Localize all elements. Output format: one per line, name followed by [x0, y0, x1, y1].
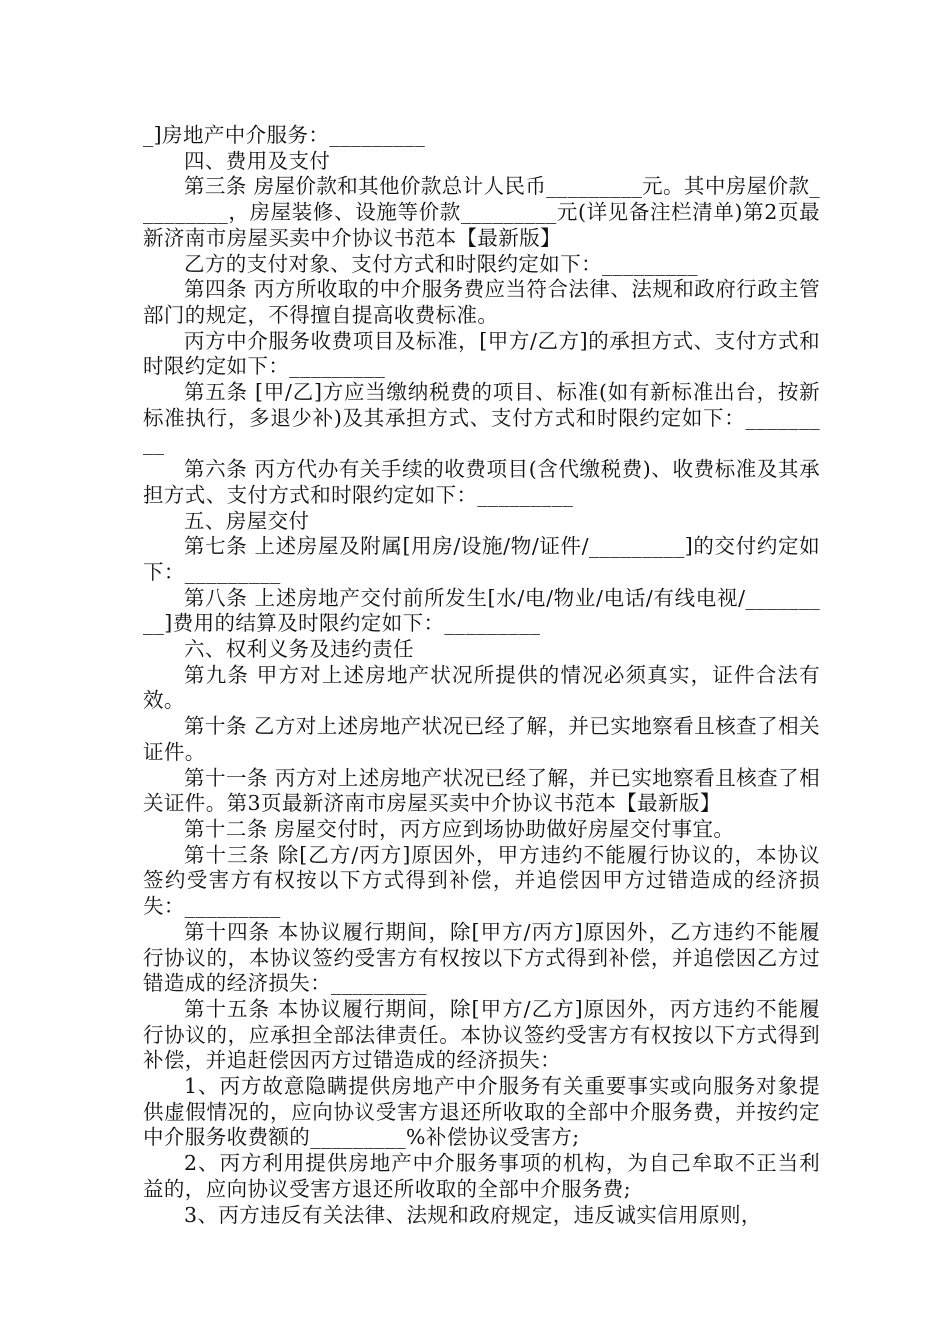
paragraph: 丙方中介服务收费项目及标准，[甲方/乙方]的承担方式、支付方式和时限约定如下：_________	[143, 328, 820, 379]
section-heading-delivery: 五、房屋交付	[184, 508, 310, 533]
section-heading-rights: 六、权利义务及违约责任	[184, 637, 414, 662]
paragraph-article-5: 第五条 [甲/乙]方应当缴纳税费的项目、标准(如有新标准出台，按新标准执行，多退少补)及其承担方式、支付方式和时限约定如下：_________	[143, 380, 820, 456]
paragraph-article-14: 第十四条 本协议履行期间，除[甲方/丙方]原因外，乙方违约不能履行协议的，本协议签约受害方有权按以下方式得到补偿，并追偿因乙方过错造成的经济损失：_________	[143, 919, 820, 996]
paragraph-article-6: 第六条 丙方代办有关手续的收费项目(含代缴税费)、收费标准及其承担方式、支付方式和时限约定如下：_________	[143, 457, 820, 507]
list-item: 1、丙方故意隐瞒提供房地产中介服务有关重要事实或向服务对象提供虚假情况的，应向协议受害方退还所收取的全部中介服务费，并按约定中介服务收费额的_________%补偿协议受害方;	[143, 1074, 820, 1150]
paragraph-article-7: 第七条 上述房屋及附属[用房/设施/物/证件/_________]的交付约定如下：_________	[143, 534, 820, 584]
section-heading-fees: 四、费用及支付	[184, 148, 331, 173]
paragraph-article-15: 第十五条 本协议履行期间，除[甲方/乙方]原因外，丙方违约不能履行协议的，应承担全部法律责任。本协议签约受害方有权按以下方式得到补偿，并追赶偿因丙方过错造成的经济损失：	[143, 996, 820, 1073]
paragraph-article-4: 第四条 丙方所收取的中介服务费应当符合法律、法规和政府行政主管部门的规定，不得擅自提高收费标准。	[143, 277, 820, 327]
paragraph-article-8: 第八条 上述房地产交付前所发生[水/电/物业/电话/有线电视/_________]费用的结算及时限约定如下：_________	[143, 585, 820, 636]
list-item: 3、丙方违反有关法律、法规和政府规定，违反诚实信用原则，	[184, 1202, 762, 1227]
document-body	[143, 123, 820, 1228]
paragraph: 乙方的支付对象、支付方式和时限约定如下：_________	[184, 251, 698, 276]
paragraph-article-9: 第九条 甲方对上述房地产状况所提供的情况必须真实，证件合法有效。	[143, 662, 820, 713]
list-item: 2、丙方利用提供房地产中介服务事项的机构，为自己牟取不正当利益的，应向协议受害方退还所收取的全部中介服务费;	[143, 1151, 820, 1201]
paragraph-article-3: 第三条 房屋价款和其他价款总计人民币_________元。其中房屋价款_________，房屋装修、设施等价款_________元(详见备注栏清单)第2页最新济南市房屋买卖中介协议书范本【最新版】	[143, 174, 820, 250]
paragraph: _]房地产中介服务：_________	[143, 123, 426, 147]
paragraph-article-12: 第十二条 房屋交付时，丙方应到场协助做好房屋交付事宜。	[184, 816, 735, 841]
paragraph-article-10: 第十条 乙方对上述房地产状况已经了解，并已实地察看且核查了相关证件。	[143, 714, 820, 764]
paragraph-article-13: 第十三条 除[乙方/丙方]原因外，甲方违约不能履行协议的，本协议签约受害方有权按以下方式得到补偿，并追偿因甲方过错造成的经济损失：_________	[143, 842, 820, 919]
paragraph-article-11: 第十一条 丙方对上述房地产状况已经了解，并已实地察看且核查了相关证件。第3页最新济南市房屋买卖中介协议书范本【最新版】	[143, 765, 820, 816]
